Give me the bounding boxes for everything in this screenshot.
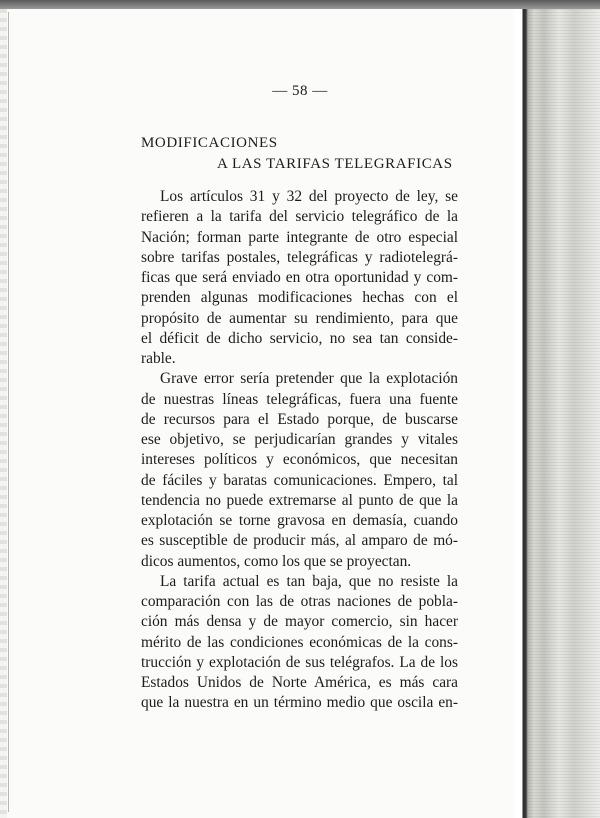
text-line: sobre tarifas postales, telegráficas y radiotelegrá- xyxy=(141,248,458,266)
text-line: Nación; forman parte integrante de otro especial xyxy=(141,228,458,246)
text-line: dicos aumentos, como los que se proyectan. xyxy=(141,552,412,570)
text-line: rable. xyxy=(141,350,176,367)
text-line: La tarifa actual es tan baja, que no resiste la xyxy=(160,572,458,590)
text-line: propósito de aumentar su rendimiento, para que xyxy=(141,309,458,327)
text-line: tendencia no puede extremarse al punto de que la xyxy=(141,491,458,509)
page-number: — 58 — xyxy=(272,83,328,99)
body-text xyxy=(141,187,458,714)
text-line: Los artículos 31 y 32 del proyecto de ley, se xyxy=(160,188,458,205)
text-line: comparación con las de otras naciones de pobla- xyxy=(141,593,458,610)
text-line: ficas que será enviado en otra oportunidad y com- xyxy=(141,269,458,286)
text-line: de fáciles y baratas comunicaciones. Empero, tal xyxy=(141,471,458,489)
text-line: Grave error sería pretender que la explotación xyxy=(160,370,458,388)
text-line: mérito de las condiciones económicas de la cons- xyxy=(141,633,458,651)
section-heading-line-1: MODIFICACIONES xyxy=(141,135,278,151)
text-line: el déficit de dicho servicio, no sea tan conside- xyxy=(141,329,458,347)
text-line: de nuestras líneas telegráficas, fuera una fuente xyxy=(141,390,458,408)
text-line: es susceptible de producir más, al amparo de mó- xyxy=(141,532,458,550)
scan-top-border xyxy=(0,0,600,9)
book-spine-texture xyxy=(528,9,600,818)
paragraph-2 xyxy=(141,369,458,572)
text-line: ción más densa y de mayor comercio, sin hacer xyxy=(141,613,458,631)
text-line: que la nuestra en un término medio que oscila en- xyxy=(141,694,458,712)
text-line: intereses políticos y económicos, que necesitan xyxy=(141,451,458,469)
paragraph-1 xyxy=(141,187,458,369)
paragraph-3 xyxy=(141,572,458,714)
text-line: Estados Unidos de Norte América, es más cara xyxy=(141,674,458,691)
text-line: trucción y explotación de sus telégrafos. La de los xyxy=(141,653,458,671)
text-line: explotación se torne gravosa en demasía, cuando xyxy=(141,512,458,529)
section-heading-line-2: A LAS TARIFAS TELEGRAFICAS xyxy=(217,156,453,172)
text-line: de recursos para el Estado porque, de buscarse xyxy=(141,410,458,428)
text-line: refieren a la tarifa del servicio telegráfico de la xyxy=(141,208,458,226)
scan-left-margin-line xyxy=(8,12,9,812)
scan-left-margin xyxy=(0,9,7,818)
text-line: prenden algunas modificaciones hechas con el xyxy=(141,289,458,307)
text-line: ese objetivo, se perjudicarían grandes y vitales xyxy=(141,431,458,448)
